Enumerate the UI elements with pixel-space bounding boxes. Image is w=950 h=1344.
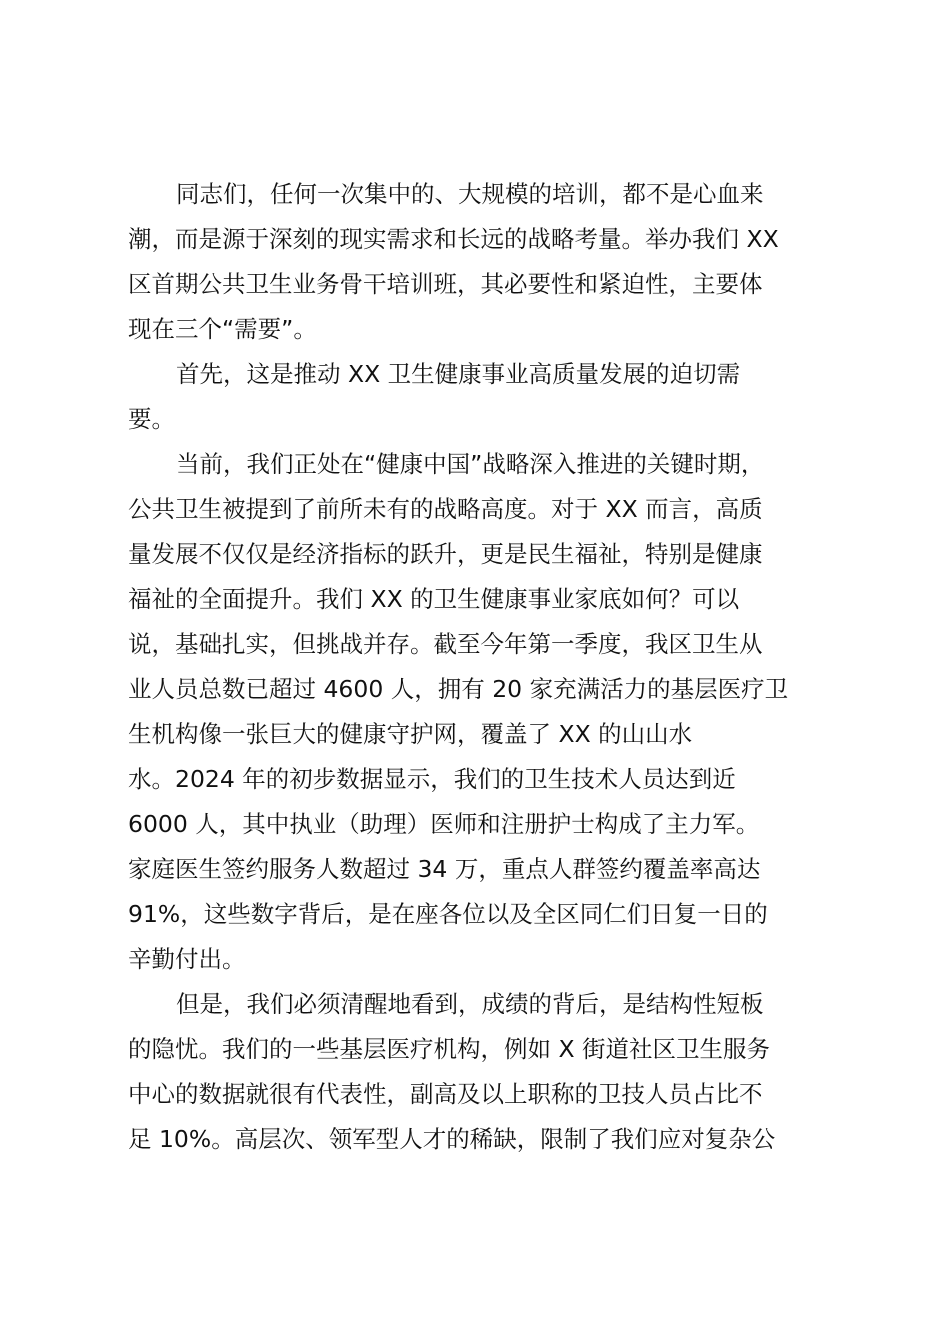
paragraph-line: 福祉的全面提升。我们 XX 的卫生健康事业家底如何？可以 bbox=[128, 585, 740, 613]
document-body bbox=[128, 172, 828, 1162]
paragraph-line: 但是，我们必须清醒地看到，成绩的背后，是结构性短板 bbox=[176, 990, 764, 1018]
paragraph-line: 业人员总数已超过 4600 人，拥有 20 家充满活力的基层医疗卫 bbox=[128, 675, 789, 703]
paragraph-line: 91%，这些数字背后，是在座各位以及全区同仁们日复一日的 bbox=[128, 900, 768, 928]
paragraph-4 bbox=[128, 982, 828, 1162]
paragraph-line: 首先，这是推动 XX 卫生健康事业高质量发展的迫切需 bbox=[176, 360, 741, 388]
paragraph-line: 公共卫生被提到了前所未有的战略高度。对于 XX 而言，高质 bbox=[128, 495, 763, 523]
paragraph-2 bbox=[128, 352, 828, 442]
paragraph-line: 当前，我们正处在“健康中国”战略深入推进的关键时期， bbox=[176, 450, 765, 478]
paragraph-line: 中心的数据就很有代表性，副高及以上职称的卫技人员占比不 bbox=[128, 1080, 763, 1108]
paragraph-line: 辛勤付出。 bbox=[128, 945, 246, 973]
paragraph-line: 要。 bbox=[128, 405, 175, 433]
paragraph-line: 6000 人，其中执业（助理）医师和注册护士构成了主力军。 bbox=[128, 810, 760, 838]
paragraph-1 bbox=[128, 172, 828, 352]
paragraph-line: 生机构像一张巨大的健康守护网，覆盖了 XX 的山山水 bbox=[128, 720, 693, 748]
paragraph-line: 足 10%。高层次、领军型人才的稀缺，限制了我们应对复杂公 bbox=[128, 1125, 776, 1153]
paragraph-line: 家庭医生签约服务人数超过 34 万，重点人群签约覆盖率高达 bbox=[128, 855, 761, 883]
paragraph-line: 的隐忧。我们的一些基层医疗机构，例如 X 街道社区卫生服务 bbox=[128, 1035, 771, 1063]
paragraph-line: 现在三个“需要”。 bbox=[128, 315, 317, 343]
paragraph-line: 量发展不仅仅是经济指标的跃升，更是民生福祉，特别是健康 bbox=[128, 540, 763, 568]
paragraph-line: 说，基础扎实，但挑战并存。截至今年第一季度，我区卫生从 bbox=[128, 630, 763, 658]
paragraph-line: 水。2024 年的初步数据显示，我们的卫生技术人员达到近 bbox=[128, 765, 736, 793]
paragraph-line: 潮，而是源于深刻的现实需求和长远的战略考量。举办我们 XX bbox=[128, 225, 779, 253]
paragraph-line: 同志们，任何一次集中的、大规模的培训，都不是心血来 bbox=[176, 180, 764, 208]
paragraph-3 bbox=[128, 442, 828, 982]
paragraph-line: 区首期公共卫生业务骨干培训班，其必要性和紧迫性，主要体 bbox=[128, 270, 763, 298]
